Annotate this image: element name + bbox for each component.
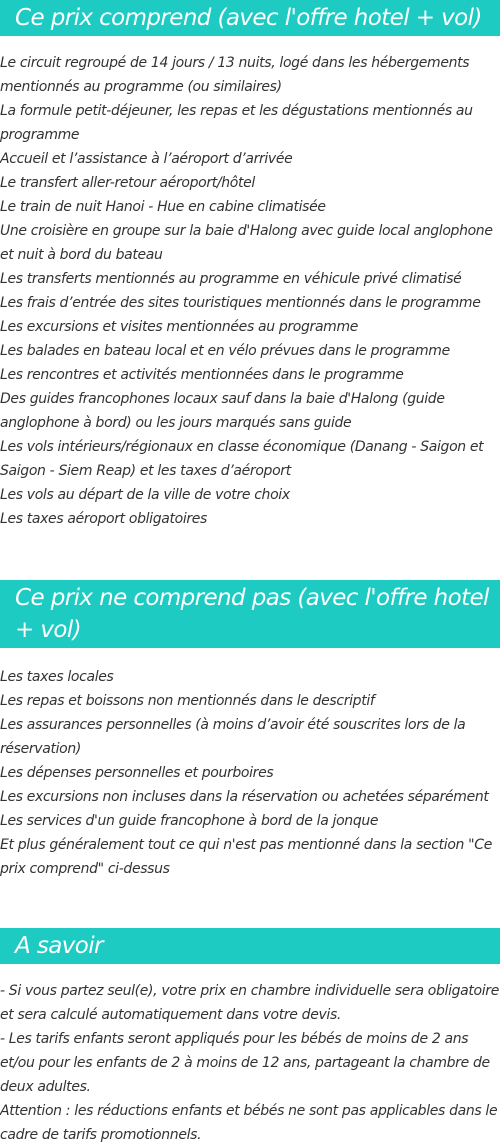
list-item: Les repas et boissons non mentionnés dans le descriptif xyxy=(0,693,375,709)
section-excludes xyxy=(0,580,500,881)
good-to-know-list xyxy=(0,979,500,1147)
list-item: Le train de nuit Hanoi - Hue en cabine climatisée xyxy=(0,199,326,215)
list-item: Le circuit regroupé de 14 jours / 13 nuits, logé dans les hébergements mentionnés au programme (ou similaires) xyxy=(0,55,470,95)
list-item: Les rencontres et activités mentionnées dans le programme xyxy=(0,367,404,383)
list-item: Les taxes aéroport obligatoires xyxy=(0,511,207,527)
list-item: Les transferts mentionnés au programme en véhicule privé climatisé xyxy=(0,271,462,287)
list-item: Les balades en bateau local et en vélo prévues dans le programme xyxy=(0,343,450,359)
list-item: Les services d'un guide francophone à bord de la jonque xyxy=(0,813,379,829)
list-item: Les assurances personnelles (à moins d’avoir été souscrites lors de la réservation) xyxy=(0,717,466,757)
list-item: - Si vous partez seul(e), votre prix en chambre individuelle sera obligatoire et sera calculé automatiquement dans votre devis. xyxy=(0,983,499,1023)
list-item: Les frais d’entrée des sites touristiques mentionnés dans le programme xyxy=(0,295,481,311)
section-title-excludes: Ce prix ne comprend pas (avec l'offre hotel + vol) xyxy=(0,580,500,648)
section-good-to-know xyxy=(0,928,500,1147)
excludes-list xyxy=(0,665,500,881)
list-item: La formule petit-déjeuner, les repas et les dégustations mentionnés au programme xyxy=(0,103,473,143)
list-item: Les vols au départ de la ville de votre choix xyxy=(0,487,290,503)
list-item: Le transfert aller-retour aéroport/hôtel xyxy=(0,175,255,191)
list-item: Les taxes locales xyxy=(0,669,114,685)
list-item: Une croisière en groupe sur la baie d'Halong avec guide local anglophone et nuit à bord du bateau xyxy=(0,223,493,263)
list-item: Les excursions et visites mentionnées au programme xyxy=(0,319,359,335)
list-item: Et plus généralement tout ce qui n'est pas mentionné dans la section "Ce prix comprend" ci-dessus xyxy=(0,837,492,877)
list-item: Les excursions non incluses dans la réservation ou achetées séparément xyxy=(0,789,489,805)
list-item: Des guides francophones locaux sauf dans la baie d'Halong (guide anglophone à bord) ou les jours marqués sans guide xyxy=(0,391,445,431)
list-item: Attention : les réductions enfants et bébés ne sont pas applicables dans le cadre de tarifs promotionnels. xyxy=(0,1103,498,1143)
list-item: Les dépenses personnelles et pourboires xyxy=(0,765,274,781)
list-item: Les vols intérieurs/régionaux en classe économique (Danang - Saigon et Saigon - Siem Reap) et les taxes d’aéroport xyxy=(0,439,484,479)
includes-list xyxy=(0,51,500,531)
list-item: Accueil et l’assistance à l’aéroport d’arrivée xyxy=(0,151,293,167)
section-includes xyxy=(0,0,500,531)
section-title-good-to-know: A savoir xyxy=(0,928,500,964)
section-title-includes: Ce prix comprend (avec l'offre hotel + vol) xyxy=(0,0,500,36)
list-item: - Les tarifs enfants seront appliqués pour les bébés de moins de 2 ans et/ou pour les enfants de 2 à moins de 12 ans, partageant la chambre de deux adultes. xyxy=(0,1031,490,1095)
